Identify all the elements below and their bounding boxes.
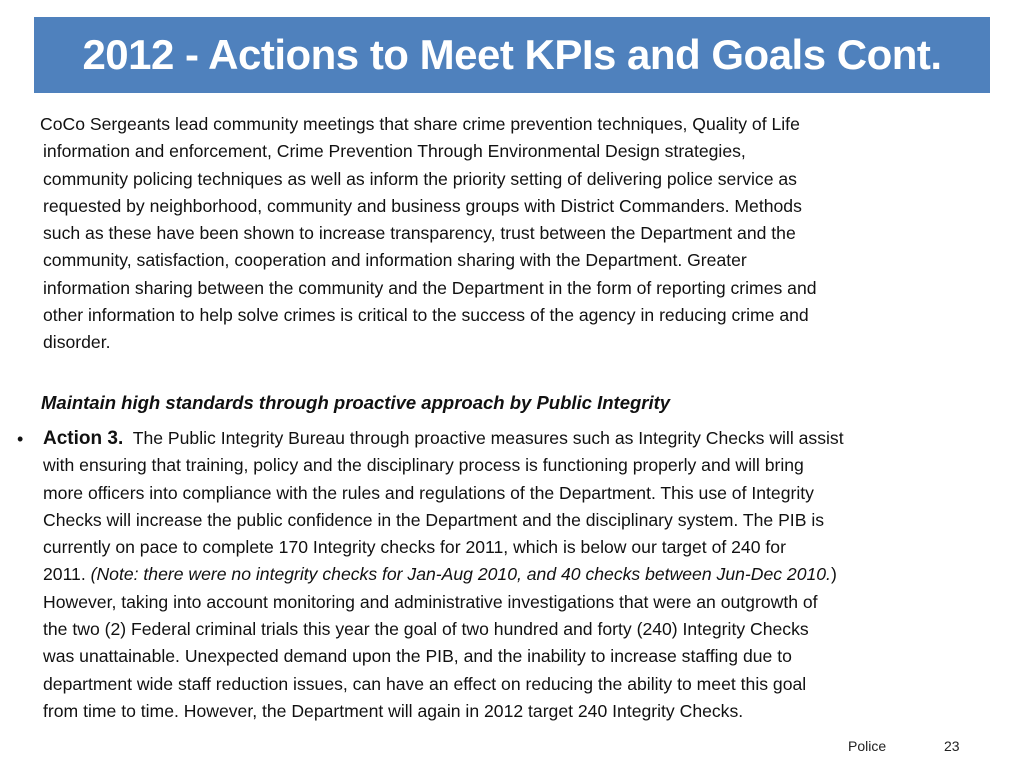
paragraph-line: Checks will increase the public confidence in the Department and the disciplinary system. The PIB is bbox=[43, 509, 825, 530]
paragraph-line: requested by neighborhood, community and business groups with District Commanders. Methods bbox=[43, 195, 802, 216]
paragraph-coco-sergeants bbox=[40, 111, 993, 357]
action-3-paragraph bbox=[43, 425, 993, 725]
footer-label: Police bbox=[848, 738, 887, 754]
bullet-icon: • bbox=[17, 429, 24, 449]
paragraph-line: was unattainable. Unexpected demand upon the PIB, and the inability to increase staffing due to bbox=[43, 646, 792, 667]
paragraph-line: However, taking into account monitoring and administrative investigations that were an outgrowth of bbox=[43, 591, 818, 612]
paragraph-line: more officers into compliance with the rules and regulations of the Department. This use of Integrity bbox=[43, 482, 814, 503]
note-line bbox=[43, 561, 993, 588]
action-3-label: Action 3. bbox=[43, 428, 124, 449]
paragraph-line: information and enforcement, Crime Prevention Through Environmental Design strategies, bbox=[43, 141, 746, 162]
paragraph-line: information sharing between the community and the Department in the form of reporting crimes and bbox=[43, 277, 817, 298]
note-italic-text: (Note: there were no integrity checks for Jan-Aug 2010, and 40 checks between Jun-Dec 2010. bbox=[90, 564, 831, 585]
paragraph-line: such as these have been shown to increase transparency, trust between the Department and the bbox=[43, 223, 796, 244]
paragraph-line: currently on pace to complete 170 Integrity checks for 2011, which is below our target of 240 for bbox=[43, 537, 786, 558]
paragraph-line: disorder. bbox=[43, 332, 111, 353]
slide-title-bar bbox=[34, 17, 990, 93]
note-prefix: 2011. bbox=[43, 564, 91, 585]
paragraph-line: other information to help solve crimes is critical to the success of the agency in reducing crime and bbox=[43, 305, 809, 326]
section-subheading: Maintain high standards through proactive approach by Public Integrity bbox=[41, 392, 671, 413]
paragraph-line: with ensuring that training, policy and the disciplinary process is functioning properly and will bring bbox=[43, 455, 804, 476]
paragraph-line: CoCo Sergeants lead community meetings that share crime prevention techniques, Quality of Life bbox=[40, 114, 800, 134]
paragraph-line: from time to time. However, the Department will again in 2012 target 240 Integrity Checks. bbox=[43, 700, 744, 721]
note-suffix: ) bbox=[830, 564, 837, 585]
paragraph-line: department wide staff reduction issues, can have an effect on reducing the ability to meet this goal bbox=[43, 673, 807, 694]
paragraph-line: community policing techniques as well as inform the priority setting of delivering police service as bbox=[43, 168, 797, 189]
paragraph-line: community, satisfaction, cooperation and information sharing with the Department. Greater bbox=[43, 250, 747, 271]
paragraph-text: The Public Integrity Bureau through proactive measures such as Integrity Checks will assist bbox=[123, 428, 844, 448]
page-number: 23 bbox=[944, 738, 960, 754]
slide-title: 2012 - Actions to Meet KPIs and Goals Cont. bbox=[82, 31, 942, 78]
paragraph-line: the two (2) Federal criminal trials this year the goal of two hundred and forty (240) Integrity Checks bbox=[43, 619, 809, 640]
action-3-first-line bbox=[43, 425, 993, 452]
